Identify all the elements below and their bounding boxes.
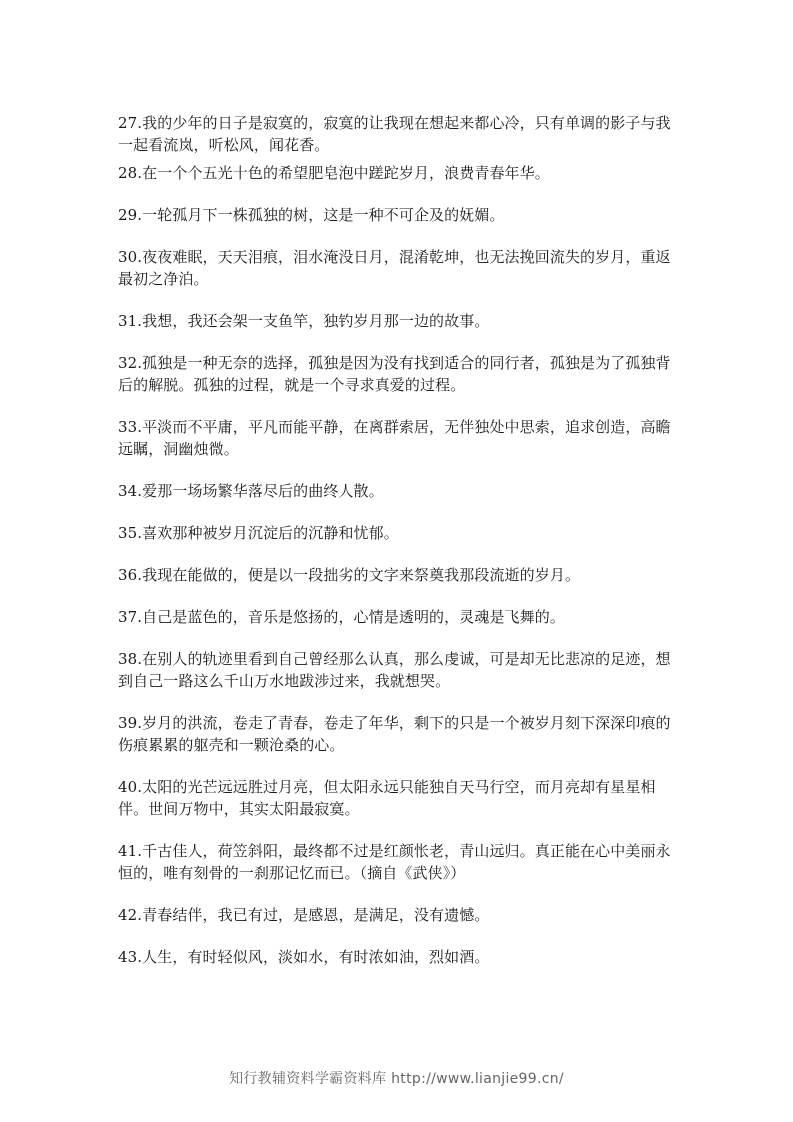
entry-30: 30.夜夜难眠，天天泪痕，泪水淹没日月，混淆乾坤，也无法挽回流失的岁月，重返最初之净泊。 [118,248,671,288]
entry-31: 31.我想，我还会架一支鱼竿，独钓岁月那一边的故事。 [118,312,490,330]
entry-40: 40.太阳的光芒远远胜过月亮，但太阳永远只能独自天马行空，而月亮却有星星相伴。世间万物中，其实太阳最寂寞。 [118,778,656,818]
entry-27: 27.我的少年的日子是寂寞的，寂寞的让我现在想起来都心冷，只有单调的影子与我一起看流岚，听松风，闻花香。 [118,114,671,154]
document-body [118,112,678,988]
entry-32: 32.孤独是一种无奈的选择，孤独是因为没有找到适合的同行者，孤独是为了孤独背后的解脱。孤独的过程，就是一个寻求真爱的过程。 [118,354,671,394]
entry-29: 29.一轮孤月下一株孤独的树，这是一种不可企及的妩媚。 [118,206,505,224]
entry-39: 39.岁月的洪流，卷走了青春，卷走了年华，剩下的只是一个被岁月刻下深深印痕的伤痕累累的躯壳和一颗沧桑的心。 [118,714,671,754]
entry-42: 42.青春结伴，我已有过，是感恩，是满足，没有遗憾。 [118,906,490,924]
entry-43: 43.人生，有时轻似风，淡如水，有时浓如油，烈如酒。 [118,948,490,966]
entry-36: 36.我现在能做的，便是以一段拙劣的文字来祭奠我那段流逝的岁月。 [118,566,581,584]
entry-41: 41.千古佳人，荷笠斜阳，最终都不过是红颜怅老，青山远归。真正能在心中美丽永恒的，唯有刻骨的一刹那记忆而已。（摘自《武侠》） [118,842,671,882]
entry-38: 38.在别人的轨迹里看到自己曾经那么认真，那么虔诚，可是却无比悲凉的足迹，想到自己一路这么千山万水地跋涉过来，我就想哭。 [118,650,671,690]
entry-33: 33.平淡而不平庸，平凡而能平静，在离群索居，无伴独处中思索，追求创造，高瞻远瞩，洞幽烛微。 [118,418,671,458]
entry-28: 28.在一个个五光十色的希望肥皂泡中蹉跎岁月，浪费青春年华。 [118,164,550,182]
entry-34: 34.爱那一场场繁华落尽后的曲终人散。 [118,482,384,500]
entry-35: 35.喜欢那种被岁月沉淀后的沉静和忧郁。 [118,524,399,542]
entry-37: 37.自己是蓝色的，音乐是悠扬的，心情是透明的，灵魂是飞舞的。 [118,608,565,626]
page-footer: 知行教辅资料学霸资料库 http://www.lianjie99.cn/ [229,1071,564,1087]
